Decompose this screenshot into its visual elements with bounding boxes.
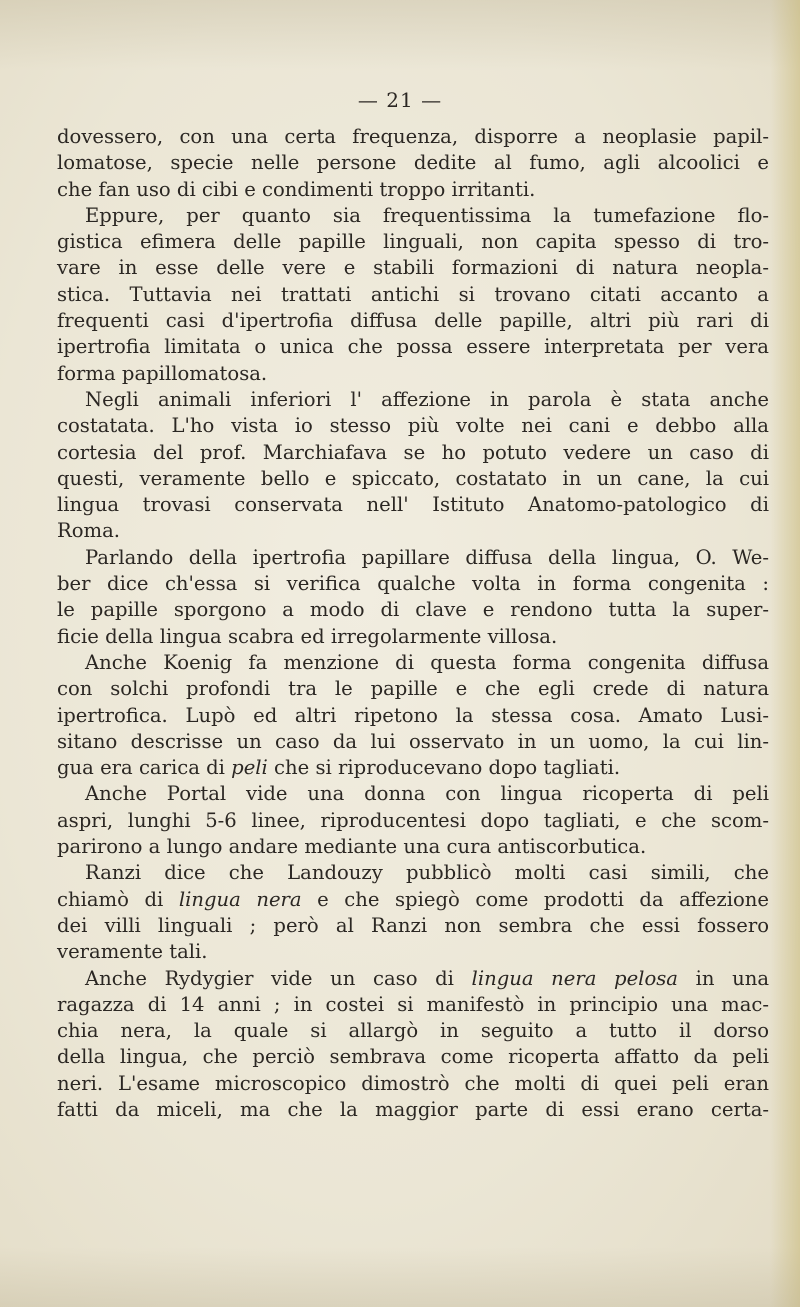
text-line: stica. Tuttavia nei trattati antichi si trovano citati accanto a — [57, 282, 769, 306]
italic-phrase: lingua nera pelosa — [471, 966, 678, 990]
text-line: lingua trovasi conservata nell' Istituto Anatomo-patologico di — [57, 493, 769, 517]
text-line: ficie della lingua scabra ed irregolarmente villosa. — [57, 624, 558, 648]
text-line: con solchi profondi tra le papille e che egli crede di natura — [57, 677, 769, 701]
text-line: sitano descrisse un caso da lui osservato in un uomo, la cui lin- — [57, 729, 769, 753]
text-line: dei villi linguali ; però al Ranzi non sembra che essi fossero — [57, 913, 769, 937]
text-line: gua era carica di peli che si riproducevano dopo tagliati. — [57, 756, 621, 780]
text-line: cortesia del prof. Marchiafava se ho potuto vedere un caso di — [57, 440, 769, 464]
text-line: ipertrofia limitata o unica che possa essere interpretata per vera — [57, 335, 769, 359]
text-line: frequenti casi d'ipertrofia diffusa delle papille, altri più rari di — [57, 309, 769, 333]
text-line: Anche Portal vide una donna con lingua ricoperta di peli — [85, 782, 769, 806]
text-line: chia nera, la quale si allargò in seguito a tutto il dorso — [57, 1019, 769, 1043]
page-shadow-top — [0, 0, 800, 70]
text-line: neri. L'esame microscopico dimostrò che molti di quei peli eran — [57, 1071, 769, 1095]
page-shadow-bottom — [0, 1247, 800, 1307]
text-line: chiamò di lingua nera e che spiegò come prodotti da affezione — [57, 887, 769, 911]
text-line: della lingua, che perciò sembrava come ricoperta affatto da peli — [57, 1045, 769, 1069]
text-line: costatata. L'ho vista io stesso più volte nei cani e debbo alla — [57, 414, 769, 438]
text-line: Parlando della ipertrofia papillare diffusa della lingua, O. We- — [85, 545, 769, 569]
text-line: parirono a lungo andare mediante una cura antiscorbutica. — [57, 835, 647, 859]
page-stain-right — [770, 0, 800, 1307]
page-number: — 21 — — [357, 88, 443, 112]
italic-phrase: peli — [231, 756, 268, 780]
text-line: le papille sporgono a modo di clave e rendono tutta la super- — [57, 598, 769, 622]
text-line: Eppure, per quanto sia frequentissima la tumefazione flo- — [85, 203, 769, 227]
text-line: Ranzi dice che Landouzy pubblicò molti casi simili, che — [85, 861, 769, 885]
text-line: vare in esse delle vere e stabili formazioni di natura neopla- — [57, 256, 769, 280]
text-line: questi, veramente bello e spiccato, costatato in un cane, la cui — [57, 466, 769, 490]
text-line: veramente tali. — [57, 940, 208, 964]
text-line: ragazza di 14 anni ; in costei si manifestò in principio una mac- — [57, 992, 769, 1016]
text-line: fatti da miceli, ma che la maggior parte di essi erano certa- — [57, 1097, 769, 1121]
text-line: lomatose, specie nelle persone dedite al fumo, agli alcoolici e — [57, 151, 769, 175]
text-line: aspri, lunghi 5-6 linee, riproducentesi dopo tagliati, e che scom- — [57, 808, 769, 832]
text-line: ber dice ch'essa si verifica qualche volta in forma congenita : — [57, 572, 769, 596]
text-line: ipertrofica. Lupò ed altri ripetono la stessa cosa. Amato Lusi- — [57, 703, 769, 727]
text-line: forma papillomatosa. — [57, 361, 268, 385]
text-line: dovessero, con una certa frequenza, disporre a neoplasie papil- — [57, 125, 769, 148]
body-text — [57, 124, 769, 1123]
text-line: Anche Koenig fa menzione di questa forma congenita diffusa — [85, 650, 769, 674]
text-line: Roma. — [57, 519, 121, 543]
text-line: Anche Rydygier vide un caso di lingua nera pelosa in una — [85, 966, 770, 990]
text-line: gistica efimera delle papille linguali, non capita spesso di tro- — [57, 230, 769, 254]
italic-phrase: lingua nera — [178, 887, 302, 911]
text-line: Negli animali inferiori l' affezione in parola è stata anche — [85, 387, 769, 411]
text-line: che fan uso di cibi e condimenti troppo irritanti. — [57, 177, 536, 201]
